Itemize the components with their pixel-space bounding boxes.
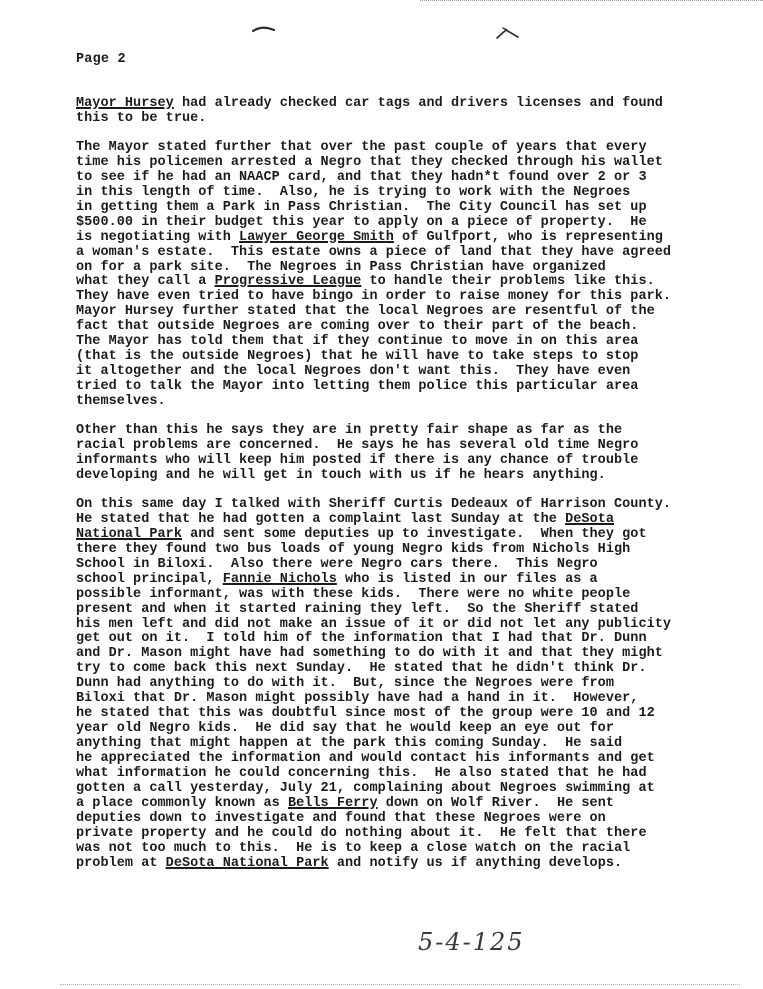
text-line xyxy=(76,677,756,692)
text-line xyxy=(76,395,756,410)
text-line xyxy=(76,261,756,276)
text-line xyxy=(76,782,756,797)
text-segment: time his policemen arrested a Negro that they checked through his wallet xyxy=(76,154,663,170)
text-line xyxy=(76,335,756,350)
text-segment: On this same day I talked with Sheriff Curtis Dedeaux of Harrison County. xyxy=(76,496,672,512)
text-line xyxy=(76,707,756,722)
text-segment: who is listed in our files as a xyxy=(336,571,598,587)
text-segment: this to be true. xyxy=(76,110,207,126)
text-line xyxy=(76,618,756,633)
text-segment: tried to talk the Mayor into letting them police this particular area xyxy=(76,379,639,395)
text-segment: They have even tried to have bingo in order to raise money for this park. xyxy=(76,289,672,305)
paragraph xyxy=(76,498,756,872)
text-line xyxy=(76,603,756,618)
text-segment: of Gulfport, who is representing xyxy=(393,229,663,245)
text-segment: themselves. xyxy=(76,394,166,410)
text-segment: (that is the outside Negroes) that he will have to take steps to stop xyxy=(76,349,639,365)
text-line xyxy=(76,231,756,246)
text-segment: $500.00 in their budget this year to apply on a piece of property. He xyxy=(76,214,647,230)
text-line xyxy=(76,380,756,395)
text-line xyxy=(76,186,756,201)
text-line xyxy=(76,246,756,261)
text-line xyxy=(76,632,756,647)
text-line xyxy=(76,454,756,469)
text-segment: get out on it. I told him of the information that I had that Dr. Dunn xyxy=(76,631,647,647)
text-segment: deputies down to investigate and found that these Negroes were on xyxy=(76,810,606,826)
text-segment: and notify us if anything develops. xyxy=(328,855,623,871)
text-segment: anything that might happen at the park this coming Sunday. He said xyxy=(76,736,623,752)
text-line xyxy=(76,573,756,588)
text-segment: private property and he could do nothing about it. He felt that there xyxy=(76,825,647,841)
text-line xyxy=(76,320,756,335)
text-segment: his men left and did not make an issue of it or did not let any publicity xyxy=(76,616,672,632)
text-line xyxy=(76,171,756,186)
bottom-dotted-rule xyxy=(60,984,740,985)
text-segment: School in Biloxi. Also there were Negro cars there. This Negro xyxy=(76,556,598,572)
text-segment: and Dr. Mason might have had something to do with it and that they might xyxy=(76,646,663,662)
text-line xyxy=(76,305,756,320)
text-segment: is negotiating with xyxy=(76,229,240,245)
text-line xyxy=(76,275,756,290)
text-segment: The Mayor stated further that over the past couple of years that every xyxy=(76,139,647,155)
text-line xyxy=(76,216,756,231)
text-line xyxy=(76,797,756,812)
text-segment: year old Negro kids. He did say that he would keep an eye out for xyxy=(76,721,614,737)
text-line xyxy=(76,498,756,513)
text-segment: on for a park site. The Negroes in Pass Christian have organized xyxy=(76,259,606,275)
text-line xyxy=(76,156,756,171)
text-segment: possible informant, was with these kids. There were no white people xyxy=(76,586,631,602)
text-line xyxy=(76,812,756,827)
underlined-name: Fannie Nichols xyxy=(222,571,337,587)
text-segment: Dunn had anything to do with it. But, since the Negroes were from xyxy=(76,676,614,692)
text-segment: informants who will keep him posted if there is any chance of trouble xyxy=(76,452,639,468)
text-segment: he appreciated the information and would contact his informants and get xyxy=(76,751,655,767)
text-segment: problem at xyxy=(76,855,166,871)
text-line xyxy=(76,647,756,662)
underlined-name: DeSota National Park xyxy=(165,855,329,871)
text-segment: Mayor Hursey further stated that the local Negroes are resentful of the xyxy=(76,304,655,320)
pen-mark-left xyxy=(250,22,278,36)
underlined-name: Lawyer George Smith xyxy=(239,229,394,245)
text-segment: there they found two bus loads of young Negro kids from Nichols High xyxy=(76,541,631,557)
text-line xyxy=(76,513,756,528)
text-segment: racial problems are concerned. He says he has several old time Negro xyxy=(76,438,639,454)
text-segment: to handle their problems like this. xyxy=(361,274,655,290)
text-line xyxy=(76,201,756,216)
text-line xyxy=(76,857,756,872)
text-segment: in getting them a Park in Pass Christian. The City Council has set up xyxy=(76,199,647,215)
paragraph xyxy=(76,141,756,410)
underlined-name: DeSota xyxy=(565,511,615,527)
pen-mark-right xyxy=(494,24,522,42)
text-segment: gotten a call yesterday, July 21, complaining about Negroes swimming at xyxy=(76,780,655,796)
text-line xyxy=(76,588,756,603)
text-segment: what they call a xyxy=(76,274,215,290)
underlined-name: Progressive League xyxy=(214,274,362,290)
text-segment: and sent some deputies up to investigate. When they got xyxy=(181,526,647,542)
handwritten-file-number: 5-4-125 xyxy=(418,928,525,956)
text-line xyxy=(76,767,756,782)
text-line xyxy=(76,827,756,842)
text-segment: He stated that he had gotten a complaint last Sunday at the xyxy=(76,511,566,527)
underlined-name: Mayor Hursey xyxy=(76,96,174,111)
text-line xyxy=(76,97,756,112)
underlined-name: National Park xyxy=(76,526,182,542)
paragraph xyxy=(76,97,756,127)
text-line xyxy=(76,141,756,156)
text-segment: to see if he had an NAACP card, and that they hadn*t found over 2 or 3 xyxy=(76,169,647,185)
underlined-name: Bells Ferry xyxy=(287,795,378,811)
text-segment: a woman's estate. This estate owns a piece of land that they have agreed xyxy=(76,244,672,260)
text-segment: Other than this he says they are in pretty fair shape as far as the xyxy=(76,423,623,439)
text-line xyxy=(76,558,756,573)
text-line xyxy=(76,662,756,677)
text-line xyxy=(76,365,756,380)
top-dotted-rule xyxy=(420,0,763,1)
text-segment: it altogether and the local Negroes don't want this. They have even xyxy=(76,364,631,380)
text-segment: was not too much to this. He is to keep a close watch on the racial xyxy=(76,840,631,856)
text-segment: try to come back this next Sunday. He stated that he didn't think Dr. xyxy=(76,661,647,677)
text-segment: developing and he will get in touch with us if he hears anything. xyxy=(76,467,606,483)
text-segment: down on Wolf River. He sent xyxy=(377,795,614,811)
text-segment: what information he could concerning this. He also stated that he had xyxy=(76,766,647,782)
text-segment: in this length of time. Also, he is trying to work with the Negroes xyxy=(76,184,631,200)
paragraph xyxy=(76,424,756,484)
text-segment: Biloxi that Dr. Mason might possibly have had a hand in it. However, xyxy=(76,691,639,707)
text-segment: had already checked car tags and drivers licenses and found xyxy=(173,96,663,111)
text-line xyxy=(76,722,756,737)
text-segment: The Mayor has told them that if they continue to move in on this area xyxy=(76,334,639,350)
text-line xyxy=(76,290,756,305)
text-segment: a place commonly known as xyxy=(76,795,288,811)
text-line xyxy=(76,528,756,543)
memo-body xyxy=(76,97,756,886)
text-segment: fact that outside Negroes are coming over to their part of the beach. xyxy=(76,319,639,335)
text-line xyxy=(76,543,756,558)
text-line xyxy=(76,692,756,707)
page-number: Page 2 xyxy=(76,52,126,67)
text-segment: school principal, xyxy=(76,571,223,587)
text-line xyxy=(76,350,756,365)
text-segment: present and when it started raining they left. So the Sheriff stated xyxy=(76,601,639,617)
text-line xyxy=(76,752,756,767)
text-line xyxy=(76,737,756,752)
text-line xyxy=(76,439,756,454)
text-line xyxy=(76,469,756,484)
text-segment: he stated that this was doubtful since most of the group were 10 and 12 xyxy=(76,706,655,722)
text-line xyxy=(76,842,756,857)
text-line xyxy=(76,424,756,439)
text-line xyxy=(76,112,756,127)
